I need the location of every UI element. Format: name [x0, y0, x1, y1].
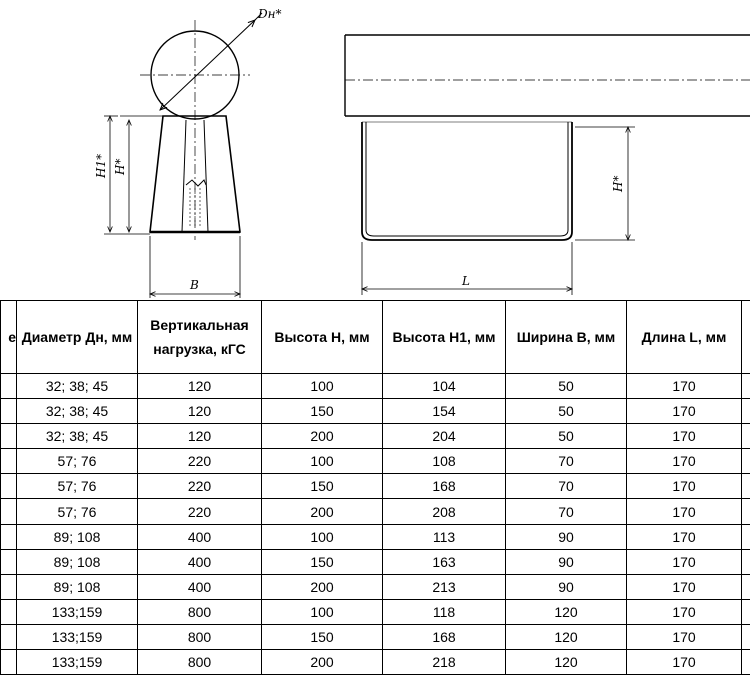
table-row [1, 424, 750, 449]
header-cut-right [742, 301, 750, 374]
table-row [1, 474, 750, 499]
cell-diameter: 133;159 [17, 624, 138, 649]
cell-cut-right [742, 399, 750, 424]
cell-load: 800 [138, 650, 262, 675]
cell-length-l: 170 [627, 374, 742, 399]
table-row [1, 574, 750, 599]
cell-height-h1: 218 [383, 650, 506, 675]
header-load: Вертикальная нагрузка, кГС [138, 301, 262, 374]
cell-load: 800 [138, 624, 262, 649]
cell-load: 220 [138, 474, 262, 499]
header-height-h1: Высота Н1, мм [383, 301, 506, 374]
cell-cut-left [1, 624, 17, 649]
cell-diameter: 89; 108 [17, 574, 138, 599]
table-row [1, 650, 750, 675]
cell-height-h1: 208 [383, 499, 506, 524]
cell-diameter: 89; 108 [17, 524, 138, 549]
support-specs-table [0, 300, 750, 675]
cell-height-h1: 104 [383, 374, 506, 399]
cell-height-h1: 204 [383, 424, 506, 449]
label-width: B [190, 278, 199, 292]
cell-length-l: 170 [627, 499, 742, 524]
cell-height-h: 100 [262, 449, 383, 474]
header-length-l: Длина L, мм [627, 301, 742, 374]
cell-height-h1: 118 [383, 599, 506, 624]
cell-height-h: 200 [262, 424, 383, 449]
table-row [1, 624, 750, 649]
cell-cut-left [1, 424, 17, 449]
cell-length-l: 170 [627, 599, 742, 624]
cell-load: 220 [138, 449, 262, 474]
cell-length-l: 170 [627, 549, 742, 574]
cell-width-b: 70 [506, 474, 627, 499]
table-header-row [1, 301, 750, 374]
cell-diameter: 57; 76 [17, 474, 138, 499]
cell-width-b: 90 [506, 524, 627, 549]
side-view [345, 35, 750, 295]
cell-diameter: 57; 76 [17, 499, 138, 524]
cell-cut-right [742, 650, 750, 675]
header-cut-left: е [1, 301, 17, 374]
table-row [1, 499, 750, 524]
cell-cut-left [1, 399, 17, 424]
cell-length-l: 170 [627, 399, 742, 424]
cell-width-b: 50 [506, 374, 627, 399]
support-drawing [0, 0, 750, 300]
cell-cut-left [1, 599, 17, 624]
cell-load: 800 [138, 599, 262, 624]
cell-diameter: 32; 38; 45 [17, 424, 138, 449]
cell-width-b: 90 [506, 549, 627, 574]
cell-width-b: 120 [506, 599, 627, 624]
cell-width-b: 50 [506, 399, 627, 424]
cell-height-h1: 168 [383, 474, 506, 499]
table-row [1, 374, 750, 399]
cell-width-b: 90 [506, 574, 627, 599]
cell-length-l: 170 [627, 624, 742, 649]
cell-height-h1: 168 [383, 624, 506, 649]
table-row [1, 399, 750, 424]
cell-cut-right [742, 474, 750, 499]
cell-height-h: 100 [262, 524, 383, 549]
cell-load: 120 [138, 374, 262, 399]
label-diameter: Dн* [258, 7, 282, 21]
cell-width-b: 50 [506, 424, 627, 449]
label-h1: H1* [94, 153, 108, 178]
table-row [1, 549, 750, 574]
cell-diameter: 57; 76 [17, 449, 138, 474]
label-length: L [462, 274, 470, 288]
cell-cut-left [1, 524, 17, 549]
cell-diameter: 32; 38; 45 [17, 374, 138, 399]
header-width-b: Ширина В, мм [506, 301, 627, 374]
cell-load: 400 [138, 549, 262, 574]
header-height-h: Высота Н, мм [262, 301, 383, 374]
cell-load: 400 [138, 524, 262, 549]
table-row [1, 524, 750, 549]
cell-width-b: 70 [506, 499, 627, 524]
cell-height-h: 100 [262, 374, 383, 399]
cell-height-h: 200 [262, 574, 383, 599]
cell-load: 120 [138, 424, 262, 449]
cell-cut-right [742, 599, 750, 624]
cell-cut-right [742, 449, 750, 474]
cell-height-h1: 213 [383, 574, 506, 599]
cell-width-b: 120 [506, 624, 627, 649]
cell-width-b: 120 [506, 650, 627, 675]
table-row [1, 599, 750, 624]
cell-cut-right [742, 424, 750, 449]
cell-width-b: 70 [506, 449, 627, 474]
table-row [1, 449, 750, 474]
cell-diameter: 133;159 [17, 599, 138, 624]
cell-height-h1: 108 [383, 449, 506, 474]
cell-cut-right [742, 524, 750, 549]
cell-height-h1: 163 [383, 549, 506, 574]
cell-cut-left [1, 549, 17, 574]
cell-length-l: 170 [627, 650, 742, 675]
cell-length-l: 170 [627, 524, 742, 549]
cell-height-h: 150 [262, 474, 383, 499]
label-h-right: H* [611, 175, 625, 192]
cell-height-h1: 154 [383, 399, 506, 424]
cell-cut-right [742, 374, 750, 399]
front-view [104, 13, 262, 298]
cell-height-h: 100 [262, 599, 383, 624]
cell-cut-left [1, 574, 17, 599]
cell-cut-left [1, 650, 17, 675]
cell-load: 400 [138, 574, 262, 599]
cell-height-h: 200 [262, 650, 383, 675]
cell-cut-left [1, 474, 17, 499]
cell-length-l: 170 [627, 574, 742, 599]
cell-length-l: 170 [627, 424, 742, 449]
cell-cut-right [742, 624, 750, 649]
cell-height-h: 150 [262, 549, 383, 574]
cell-cut-left [1, 499, 17, 524]
cell-cut-right [742, 549, 750, 574]
cell-diameter: 89; 108 [17, 549, 138, 574]
cell-load: 120 [138, 399, 262, 424]
cell-height-h: 150 [262, 624, 383, 649]
cell-height-h: 150 [262, 399, 383, 424]
cell-length-l: 170 [627, 474, 742, 499]
cell-height-h1: 113 [383, 524, 506, 549]
cell-diameter: 32; 38; 45 [17, 399, 138, 424]
header-diameter: Диаметр Дн, мм [17, 301, 138, 374]
cell-diameter: 133;159 [17, 650, 138, 675]
cell-height-h: 200 [262, 499, 383, 524]
cell-cut-left [1, 374, 17, 399]
label-h: H* [113, 158, 127, 175]
cell-length-l: 170 [627, 449, 742, 474]
cell-cut-right [742, 499, 750, 524]
cell-cut-left [1, 449, 17, 474]
cell-load: 220 [138, 499, 262, 524]
cell-cut-right [742, 574, 750, 599]
